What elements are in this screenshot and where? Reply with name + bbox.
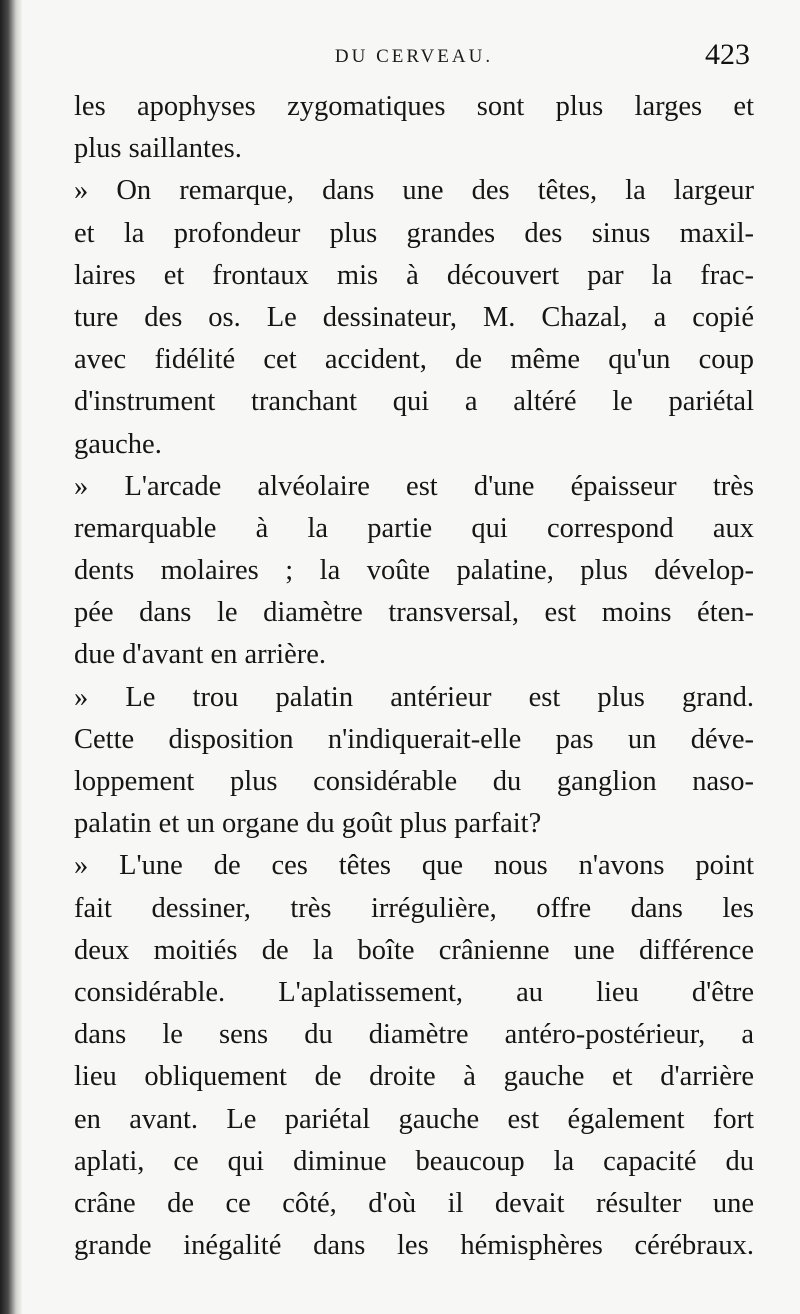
text-line: aplati, ce qui diminue beaucoup la capacité du <box>74 1145 754 1177</box>
body-text <box>74 86 754 1267</box>
text-line: laires et frontaux mis à découvert par la frac- <box>74 259 754 291</box>
text-line: dents molaires ; la voûte palatine, plus dévelop- <box>74 555 754 587</box>
text-line: avec fidélité cet accident, de même qu'un coup <box>74 344 754 376</box>
text-line: crâne de ce côté, d'où il devait résulter une <box>74 1187 754 1219</box>
text-line: gauche. <box>74 428 162 460</box>
text-line: en avant. Le pariétal gauche est également fort <box>74 1103 754 1135</box>
text-line: remarquable à la partie qui correspond aux <box>74 512 754 544</box>
text-line: lieu obliquement de droite à gauche et d'arrière <box>74 1061 754 1093</box>
text-line: palatin et un organe du goût plus parfait? <box>74 808 542 840</box>
text-line: » L'arcade alvéolaire est d'une épaisseur très <box>74 470 754 502</box>
text-line: considérable. L'aplatissement, au lieu d'être <box>74 976 754 1008</box>
text-line: les apophyses zygomatiques sont plus larges et <box>74 91 754 122</box>
running-title: DU CERVEAU. <box>334 46 494 67</box>
text-line: due d'avant en arrière. <box>74 639 326 671</box>
text-line: deux moitiés de la boîte crânienne une différence <box>74 934 754 966</box>
text-line: pée dans le diamètre transversal, est moins éten- <box>74 597 754 629</box>
page-gutter-shadow <box>0 0 22 1314</box>
text-line: ture des os. Le dessinateur, M. Chazal, a copié <box>74 301 754 333</box>
text-line: » On remarque, dans une des têtes, la largeur <box>74 175 754 207</box>
text-line: plus saillantes. <box>74 133 242 165</box>
text-line: Cette disposition n'indiquerait-elle pas un déve- <box>74 723 754 755</box>
text-line: dans le sens du diamètre antéro-postérieur, a <box>74 1019 754 1051</box>
text-line: » Le trou palatin antérieur est plus grand. <box>74 681 754 713</box>
page-number: 423 <box>705 38 750 71</box>
text-line: fait dessiner, très irrégulière, offre dans les <box>74 892 754 924</box>
page-header <box>74 38 754 82</box>
text-line: et la profondeur plus grandes des sinus maxil- <box>74 217 754 249</box>
text-line: » L'une de ces têtes que nous n'avons point <box>74 850 754 882</box>
text-line: grande inégalité dans les hémisphères cérébraux. <box>74 1230 754 1262</box>
text-line: d'instrument tranchant qui a altéré le pariétal <box>74 386 754 418</box>
text-line: loppement plus considérable du ganglion naso- <box>74 766 754 797</box>
